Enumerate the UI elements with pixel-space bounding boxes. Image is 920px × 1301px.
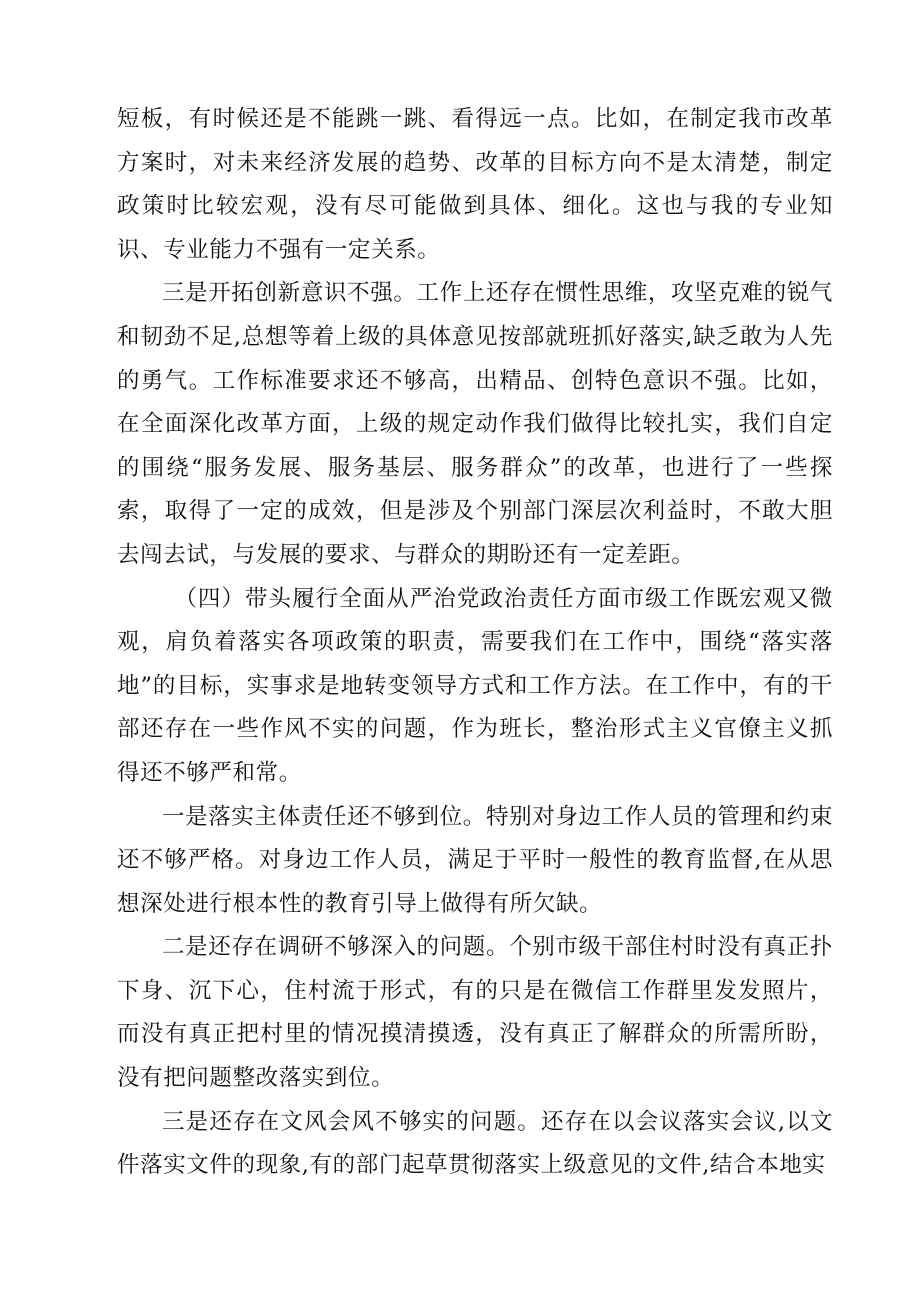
paragraph-weakness-continued: 短板，有时候还是不能跳一跳、看得远一点。比如，在制定我市改革方案时，对未来经济发展的趋势、改革的目标方向不是太清楚，制定政策时比较宏观，没有尽可能做到具体、细化。这也与我的专业知识、专业能力不强有一定关系。 <box>117 106 833 263</box>
paragraph-research: 二是还存在调研不够深入的问题。个别市级干部住村时没有真正扑下身、沉下心，住村流于形式，有的只是在微信工作群里发发照片，而没有真正把村里的情况摸清摸透，没有真正了解群众的所需所盼，没有把问题整改落实到位。 <box>117 934 833 1092</box>
paragraph-innovation: 三是开拓创新意识不强。工作上还存在惯性思维，攻坚克难的锐气和韧劲不足,总想等着上级的具体意见按部就班抓好落实,缺乏敢为人先的勇气。工作标准要求还不够高，出精品、创特色意识不强。比如，在全面深化改革方面，上级的规定动作我们做得比较扎实，我们自定的围绕“服务发展、服务基层、服务群众”的改革，也进行了一些探索，取得了一定的成效，但是涉及个别部门深层次利益时，不敢大胆去闯去试，与发展的要求、与群众的期盼还有一定差距。 <box>117 280 833 568</box>
paragraph-meeting-style: 三是还存在文风会风不够实的问题。还存在以会议落实会议,以文件落实文件的现象,有的部门起草贯彻落实上级意见的文件,结合本地实 <box>117 1108 833 1179</box>
paragraph-responsibility: 一是落实主体责任还不够到位。特别对身边工作人员的管理和约束还不够严格。对身边工作人员，满足于平时一般性的教育监督,在从思想深处进行根本性的教育引导上做得有所欠缺。 <box>117 803 833 917</box>
paragraph-section-four: （四）带头履行全面从严治党政治责任方面市级工作既宏观又微观，肩负着落实各项政策的职责，需要我们在工作中，围绕“落实落地”的目标，实事求是地转变领导方式和工作方法。在工作中，有的干部还存在一些作风不实的问题，作为班长，整治形式主义官僚主义抓得还不够严和常。 <box>117 585 833 786</box>
document-body <box>117 98 833 1188</box>
